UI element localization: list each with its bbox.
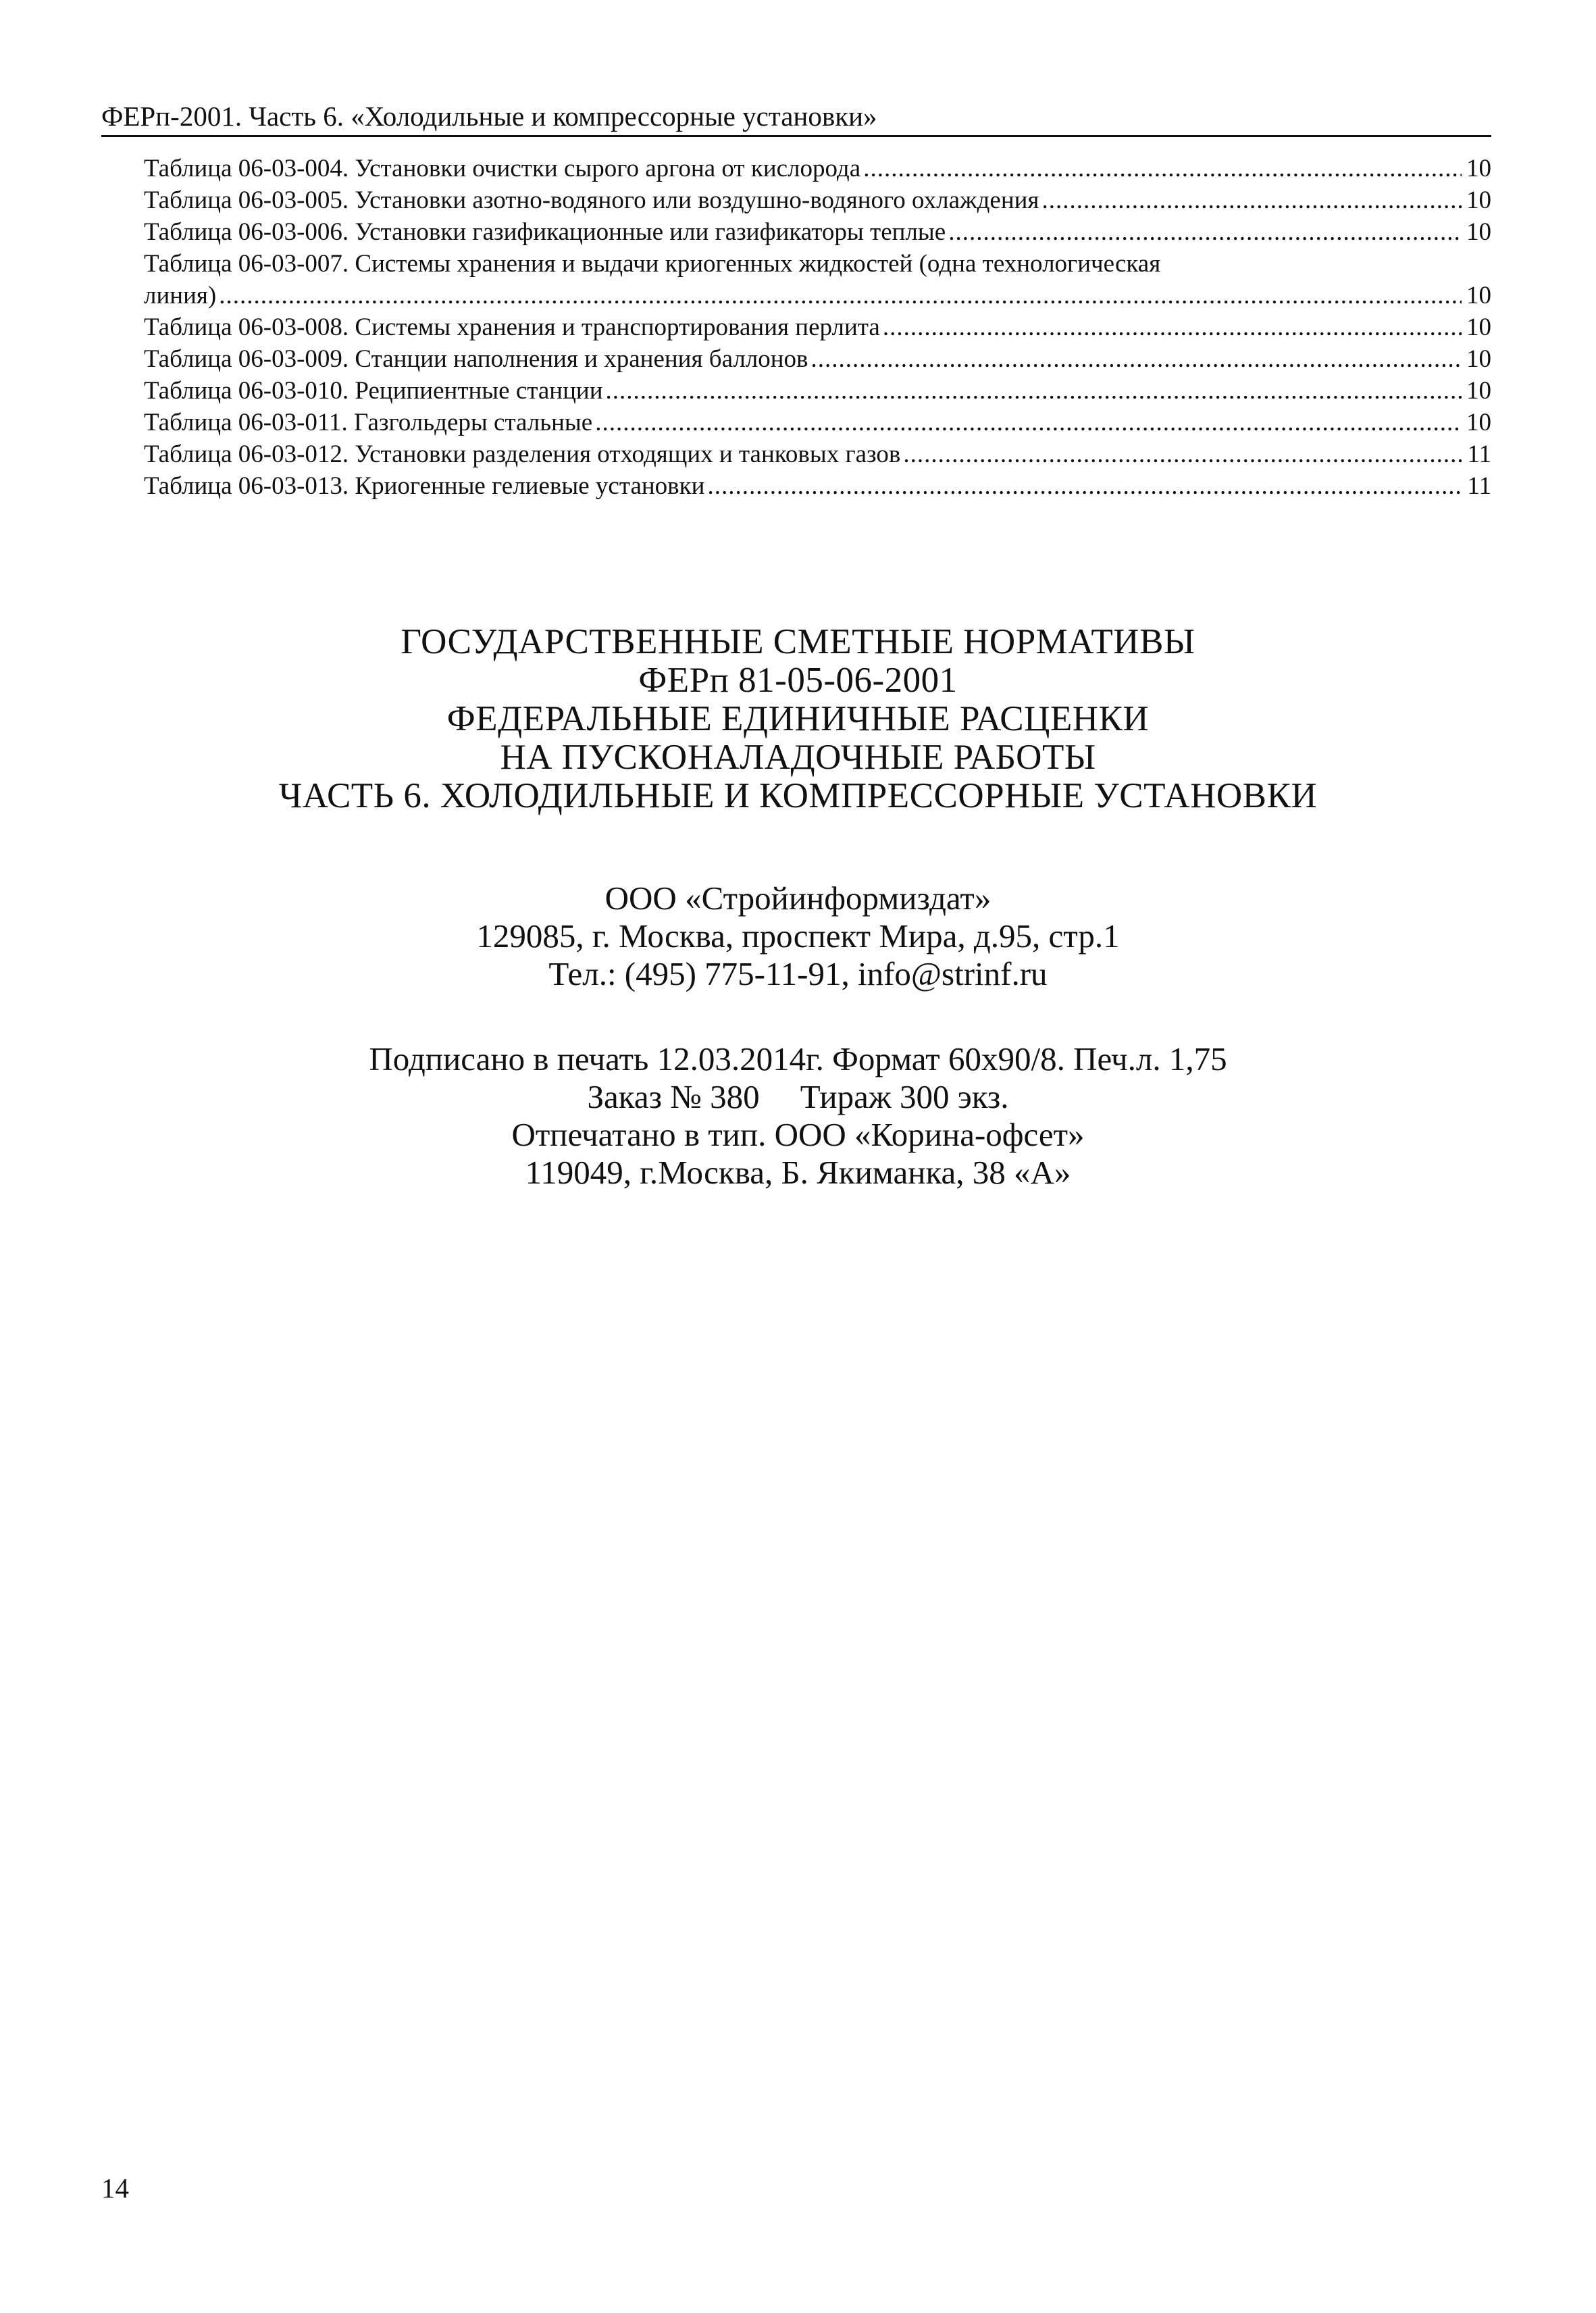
toc-entry-title: Таблица 06-03-010. Реципиентные станции <box>144 377 603 405</box>
toc-leader-dots <box>219 280 1462 311</box>
toc-leader-dots <box>948 216 1462 248</box>
running-title: ФЕРп-2001. Часть 6. «Холодильные и компрессорные установки» <box>101 101 877 132</box>
toc-entry <box>144 153 1491 184</box>
toc-leader-dots <box>1041 184 1462 216</box>
title-line: ЧАСТЬ 6. ХОЛОДИЛЬНЫЕ И КОМПРЕССОРНЫЕ УСТАНОВКИ <box>278 776 1318 815</box>
toc-leader-dots <box>606 375 1462 407</box>
toc-entry-title: Таблица 06-03-006. Установки газификационные или газификаторы теплые <box>144 218 946 246</box>
toc-entry-page: 11 <box>1467 472 1491 500</box>
toc-entry <box>144 280 1491 311</box>
toc-entry <box>144 375 1491 407</box>
toc-entry-page: 10 <box>1466 377 1491 405</box>
toc-leader-dots <box>883 311 1462 343</box>
publisher-block <box>0 880 1596 993</box>
toc-leader-dots <box>863 153 1462 184</box>
imprint-order: Заказ № 380 <box>587 1078 760 1115</box>
publisher-name: ООО «Стройинформиздат» <box>604 880 992 917</box>
toc-entry-page: 10 <box>1466 345 1491 373</box>
toc-entry-title: Таблица 06-03-012. Установки разделения отходящих и танковых газов <box>144 440 901 468</box>
toc-entry-title: Таблица 06-03-013. Криогенные гелиевые установки <box>144 472 705 500</box>
title-line: ГОСУДАРСТВЕННЫЕ СМЕТНЫЕ НОРМАТИВЫ <box>401 622 1195 661</box>
toc-entry-page: 11 <box>1467 440 1491 468</box>
toc-entry-page: 10 <box>1466 155 1491 182</box>
toc-entry-title: Таблица 06-03-005. Установки азотно-водяного или воздушно-водяного охлаждения <box>144 186 1039 214</box>
page-number: 14 <box>101 2172 129 2204</box>
title-line: НА ПУСКОНАЛАДОЧНЫЕ РАБОТЫ <box>500 738 1096 777</box>
imprint-block <box>0 1040 1596 1192</box>
toc-entry-page: 10 <box>1466 409 1491 436</box>
publisher-contacts: Тел.: (495) 775-11-91, info@strinf.ru <box>548 955 1048 992</box>
toc-entry-title-continued: линия) <box>144 282 217 309</box>
toc-entry-title: Таблица 06-03-007. Системы хранения и выдачи криогенных жидкостей (одна технологическая <box>144 250 1161 278</box>
toc-leader-dots <box>595 407 1462 438</box>
toc-leader-dots <box>903 438 1462 470</box>
running-header <box>101 99 1491 137</box>
imprint-printed-at: Отпечатано в тип. ООО «Корина-офсет» <box>511 1116 1085 1153</box>
toc-entry <box>144 438 1491 470</box>
publisher-address: 129085, г. Москва, проспект Мира, д.95, стр.1 <box>476 917 1120 955</box>
imprint-run: Тираж 300 экз. <box>800 1078 1009 1115</box>
toc-entry-page: 10 <box>1466 313 1491 341</box>
title-line: ФЕРп 81-05-06-2001 <box>638 661 958 700</box>
title-line: ФЕДЕРАЛЬНЫЕ ЕДИНИЧНЫЕ РАСЦЕНКИ <box>446 699 1150 738</box>
toc-entry-page: 10 <box>1466 282 1491 309</box>
document-title-block <box>0 623 1596 815</box>
toc-entry <box>144 407 1491 438</box>
imprint-order-run <box>0 1078 1596 1116</box>
toc-entry-line <box>144 248 1491 280</box>
toc-entry-title: Таблица 06-03-011. Газгольдеры стальные <box>144 409 593 436</box>
toc-entry <box>144 470 1491 502</box>
toc-entry <box>144 311 1491 343</box>
imprint-signed: Подписано в печать 12.03.2014г. Формат 60х90/8. Печ.л. 1,75 <box>369 1040 1227 1077</box>
toc-leader-dots <box>811 343 1462 375</box>
toc-leader-dots <box>707 470 1462 502</box>
toc-entry-title: Таблица 06-03-008. Системы хранения и транспортирования перлита <box>144 313 880 341</box>
toc-entry-page: 10 <box>1466 186 1491 214</box>
toc-entry-title: Таблица 06-03-009. Станции наполнения и хранения баллонов <box>144 345 808 373</box>
toc-entry-page: 10 <box>1466 218 1491 246</box>
toc-entry <box>144 343 1491 375</box>
table-of-contents <box>144 153 1491 502</box>
toc-entry-title: Таблица 06-03-004. Установки очистки сырого аргона от кислорода <box>144 155 861 182</box>
toc-entry <box>144 184 1491 216</box>
imprint-printer-address: 119049, г.Москва, Б. Якиманка, 38 «А» <box>525 1154 1071 1191</box>
toc-entry <box>144 216 1491 248</box>
